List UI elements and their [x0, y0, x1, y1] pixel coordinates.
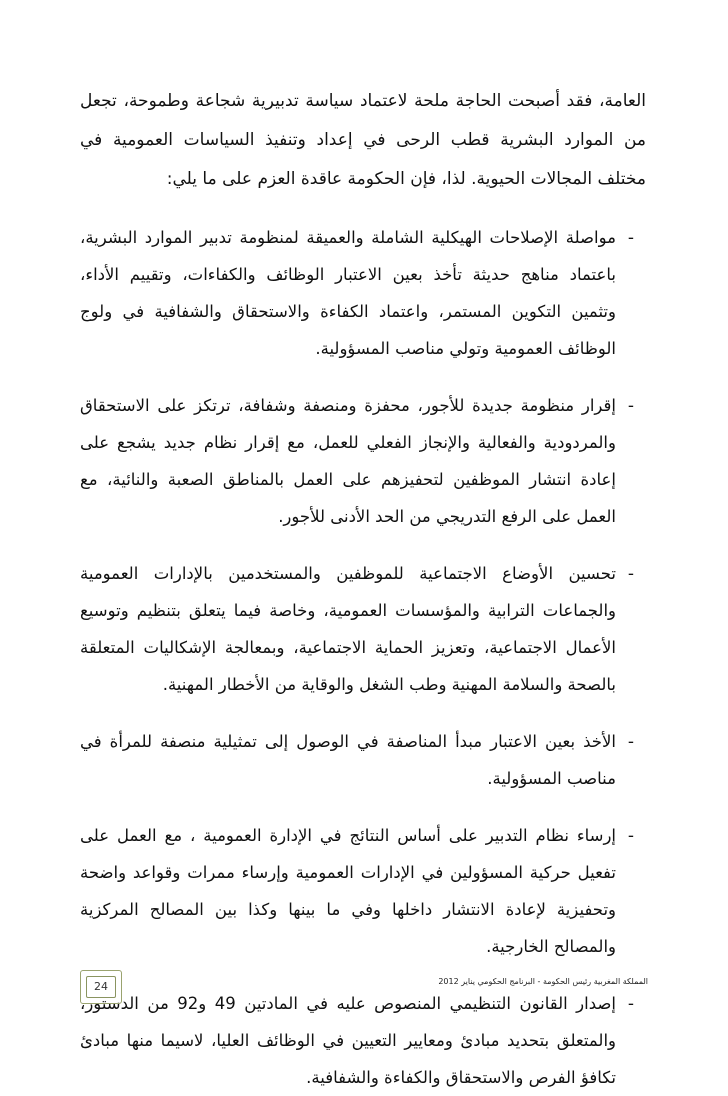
list-item	[80, 817, 646, 965]
page-body	[80, 82, 646, 1096]
bullet-dash: -	[627, 228, 635, 248]
footer-caption: المملكة المغربية رئيس الحكومة - البرنامج الحكومي يناير 2012	[438, 977, 648, 986]
list-item	[80, 723, 646, 797]
list-item	[80, 387, 646, 535]
list-item	[80, 555, 646, 703]
bullet-dash: -	[627, 826, 635, 846]
bullet-dash: -	[627, 396, 635, 416]
list-item-text: الأخذ بعين الاعتبار مبدأ المناصفة في الوصول إلى تمثيلية منصفة للمرأة في مناصب المسؤولية.	[80, 732, 616, 788]
list-item-text: إرساء نظام التدبير على أساس النتائج في الإدارة العمومية ، مع العمل على تفعيل حركية المسؤولين في الإدارات العمومية وإرساء ممرات وقواعد واضحة وتحفيزية لإعادة الانتشار داخلها وفي ما بينها وكذا بين المصالح المركزية والمصالح الخارجية.	[80, 826, 616, 956]
bullet-dash: -	[627, 732, 635, 752]
bullet-dash: -	[627, 994, 635, 1014]
list-item	[80, 219, 646, 367]
page-number-frame	[80, 970, 122, 1004]
page-footer	[80, 970, 648, 1010]
list-item-text: تحسين الأوضاع الاجتماعية للموظفين والمستخدمين بالإدارات العمومية والجماعات الترابية والمؤسسات العمومية، وخاصة فيما يتعلق بتنظيم وتوسيع الأعمال الاجتماعية، وتعزيز الحماية الاجتماعية، وبمعالجة الإشكاليات المتعلقة بالصحة والسلامة المهنية وطب الشغل والوقاية من الأخطار المهنية.	[80, 564, 616, 694]
list-item-text: مواصلة الإصلاحات الهيكلية الشاملة والعميقة لمنظومة تدبير الموارد البشرية، باعتماد مناهج حديثة تأخذ بعين الاعتبار الوظائف والكفاءات، وتقييم الأداء، وتثمين التكوين المستمر، واعتماد الكفاءة والاستحقاق والشفافية في ولوج الوظائف العمومية وتولي مناصب المسؤولية.	[80, 228, 616, 358]
bullet-dash: -	[627, 564, 635, 584]
intro-paragraph: العامة، فقد أصبحت الحاجة ملحة لاعتماد سياسة تدبيرية شجاعة وطموحة، تجعل من الموارد البشرية قطب الرحى في إعداد وتنفيذ السياسات العمومية في مختلف المجالات الحيوية. لذا، فإن الحكومة عاقدة العزم على ما يلي:	[80, 91, 646, 189]
list-item-text: إقرار منظومة جديدة للأجور، محفزة ومنصفة وشفافة، ترتكز على الاستحقاق والمردودية والفعالية والإنجاز الفعلي للعمل، مع إقرار نظام جديد يشجع على إعادة انتشار الموظفين لتحفيزهم على العمل بالمناطق الصعبة والنائية، مع العمل على الرفع التدريجي من الحد الأدنى للأجور.	[80, 396, 616, 526]
list-item-text: إصدار القانون التنظيمي المنصوص عليه في المادتين 49 و92 من الدستور، والمتعلق بتحديد مبادئ ومعايير التعيين في الوظائف العليا، لاسيما منها مبادئ تكافؤ الفرص والاستحقاق والكفاءة والشفافية.	[80, 994, 616, 1087]
measures-list	[80, 219, 646, 1096]
page-number: 24	[86, 976, 116, 998]
